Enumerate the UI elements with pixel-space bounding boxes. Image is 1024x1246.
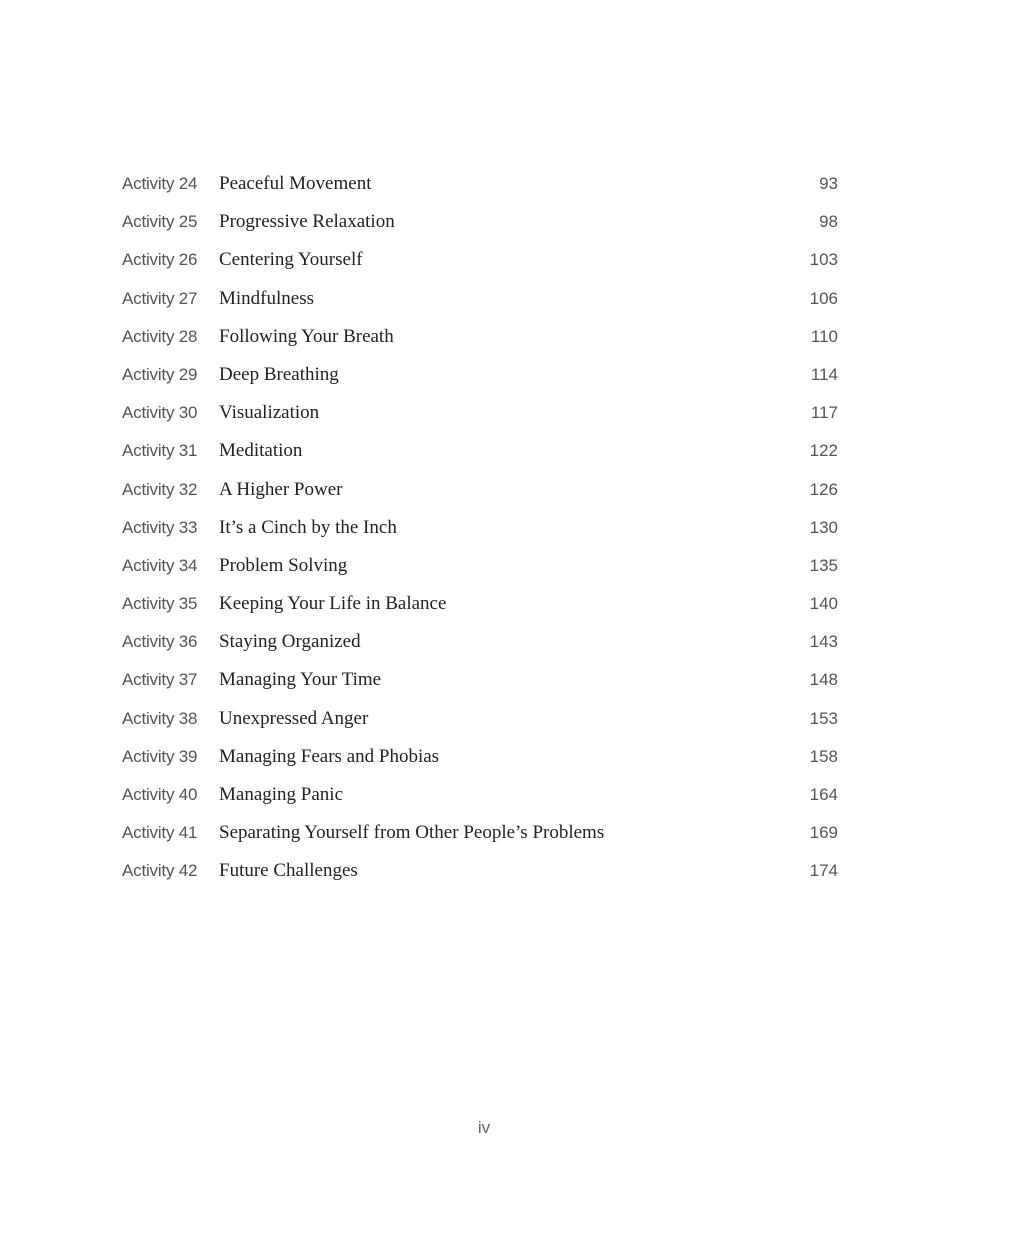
activity-title: Visualization	[219, 402, 320, 424]
activity-page-number: 126	[809, 479, 838, 499]
activity-page-number: 130	[809, 517, 838, 537]
toc-entry[interactable]	[122, 738, 838, 776]
toc-entry[interactable]	[122, 471, 838, 509]
activity-title: Problem Solving	[219, 554, 348, 576]
table-of-contents	[122, 165, 838, 891]
toc-entry[interactable]	[122, 394, 838, 432]
activity-label: Activity 36	[122, 632, 198, 652]
toc-entry[interactable]	[122, 776, 838, 814]
activity-label: Activity 40	[122, 785, 198, 804]
activity-label: Activity 33	[122, 517, 198, 537]
activity-label: Activity 42	[122, 861, 198, 881]
activity-title: Staying Organized	[219, 631, 361, 653]
activity-page-number: 98	[819, 212, 838, 232]
activity-title: Managing Your Time	[219, 669, 382, 691]
toc-entry[interactable]	[122, 547, 838, 585]
activity-page-number: 135	[809, 555, 838, 575]
activity-label: Activity 38	[122, 708, 198, 728]
toc-entry[interactable]	[122, 356, 838, 394]
activity-page-number: 106	[809, 288, 838, 308]
toc-entry[interactable]	[122, 280, 838, 318]
activity-page-number: 174	[809, 861, 838, 881]
activity-page-number: 117	[810, 403, 838, 423]
activity-title: Separating Yourself from Other People’s Problems	[219, 822, 605, 844]
activity-title: Unexpressed Anger	[219, 707, 369, 729]
toc-entry[interactable]	[122, 700, 838, 738]
activity-title: Keeping Your Life in Balance	[219, 593, 447, 615]
toc-entry[interactable]	[122, 661, 838, 699]
activity-page-number: 110	[810, 326, 838, 346]
activity-title: Mindfulness	[219, 287, 314, 309]
activity-page-number: 140	[809, 594, 838, 614]
activity-page-number: 153	[809, 708, 838, 728]
activity-title: Progressive Relaxation	[219, 211, 395, 233]
activity-page-number: 158	[809, 746, 838, 766]
activity-title: Future Challenges	[219, 860, 358, 882]
activity-title: It’s a Cinch by the Inch	[219, 516, 397, 538]
activity-title: Peaceful Movement	[219, 173, 372, 194]
activity-page-number: 143	[809, 632, 838, 652]
activity-label: Activity 30	[122, 403, 198, 423]
activity-title: Centering Yourself	[219, 249, 363, 271]
activity-label: Activity 32	[122, 479, 198, 499]
activity-title: A Higher Power	[219, 478, 343, 500]
activity-label: Activity 26	[122, 250, 198, 270]
toc-entry[interactable]	[122, 509, 838, 547]
activity-title: Following Your Breath	[219, 325, 394, 347]
toc-entry[interactable]	[122, 318, 838, 356]
toc-entry[interactable]	[122, 814, 838, 852]
activity-title: Meditation	[219, 440, 303, 462]
toc-entry[interactable]	[122, 852, 838, 890]
activity-page-number: 103	[809, 250, 838, 270]
activity-title: Managing Panic	[219, 784, 344, 805]
toc-entry[interactable]	[122, 165, 838, 203]
activity-label: Activity 41	[122, 823, 198, 843]
activity-title: Managing Fears and Phobias	[219, 745, 440, 767]
page-number: iv	[477, 1118, 491, 1137]
activity-label: Activity 25	[122, 212, 198, 232]
activity-label: Activity 34	[122, 555, 198, 575]
activity-page-number: 114	[810, 364, 838, 384]
activity-page-number: 148	[809, 670, 838, 690]
activity-page-number: 169	[809, 823, 838, 843]
activity-label: Activity 31	[122, 441, 198, 461]
activity-label: Activity 29	[122, 364, 198, 384]
activity-page-number: 164	[809, 785, 838, 804]
activity-label: Activity 35	[122, 594, 198, 614]
activity-label: Activity 39	[122, 746, 198, 766]
activity-label: Activity 37	[122, 670, 198, 690]
toc-entry[interactable]	[122, 623, 838, 661]
activity-label: Activity 27	[122, 288, 198, 308]
toc-entry[interactable]	[122, 432, 838, 470]
activity-label: Activity 24	[122, 174, 198, 193]
toc-entry[interactable]	[122, 241, 838, 279]
activity-label: Activity 28	[122, 326, 198, 346]
toc-entry[interactable]	[122, 203, 838, 241]
activity-title: Deep Breathing	[219, 363, 339, 385]
activity-page-number: 93	[819, 174, 838, 193]
toc-entry[interactable]	[122, 585, 838, 623]
activity-page-number: 122	[809, 441, 838, 461]
